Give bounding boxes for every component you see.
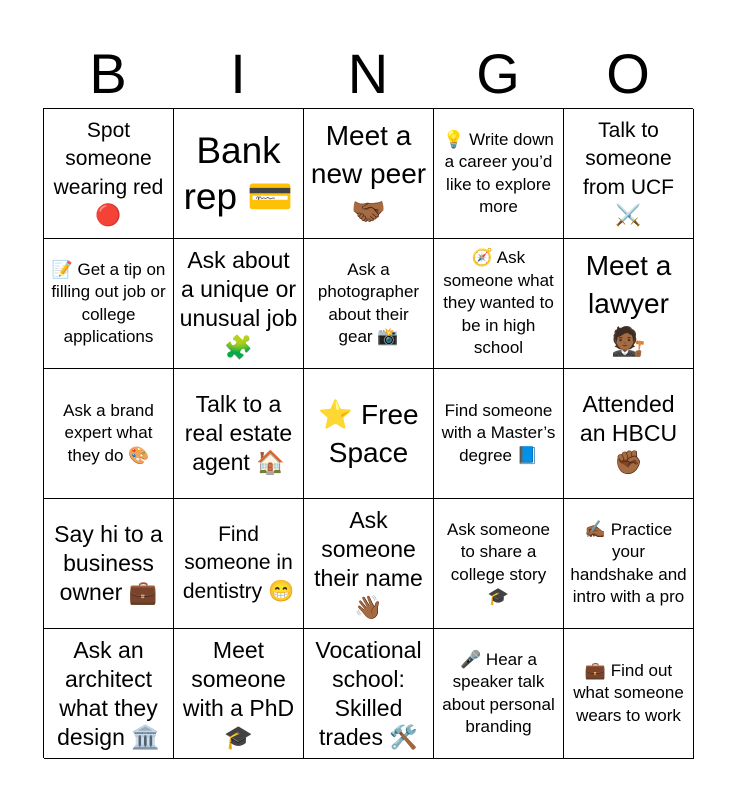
bingo-cell-r5-c1[interactable] <box>44 629 174 759</box>
bingo-cell-r1-c5[interactable] <box>564 109 694 239</box>
bingo-cell-text: Vocational school: Skilled trades 🛠️ <box>315 636 422 750</box>
bingo-cell-text: Spot someone wearing red 🔴 <box>53 118 164 227</box>
bingo-cell-text: Bank rep 💳 <box>183 129 294 217</box>
bingo-cell-r3-c2[interactable] <box>174 369 304 499</box>
bingo-cell-text: ⭐ Free Space <box>318 398 419 468</box>
bingo-cell-r1-c1[interactable] <box>44 109 174 239</box>
header-letter-o: O <box>606 42 650 105</box>
bingo-cell-text: Meet a lawyer 🧑🏾‍⚖️ <box>585 249 672 357</box>
bingo-cell-text: Meet a new peer 🤝🏾 <box>310 119 427 227</box>
bingo-cell-text: Meet someone with a PhD 🎓 <box>182 636 295 750</box>
bingo-cell-r3-c3[interactable] <box>304 369 434 499</box>
header-letter-i: I <box>230 42 246 105</box>
bingo-cell-r1-c4[interactable] <box>434 109 564 239</box>
bingo-cell-text: ✍🏾 Practice your handshake and intro with a pro <box>570 519 687 606</box>
bingo-header <box>43 40 693 108</box>
bingo-cell-text: Ask about a unique or unusual job 🧩 <box>179 246 298 360</box>
bingo-cell-r2-c3[interactable] <box>304 239 434 369</box>
bingo-cell-text: Talk to someone from UCF ⚔️ <box>583 118 674 227</box>
bingo-cell-text: Say hi to a business owner 💼 <box>54 521 163 605</box>
bingo-cell-r3-c1[interactable] <box>44 369 174 499</box>
bingo-cell-r2-c2[interactable] <box>174 239 304 369</box>
bingo-cell-r4-c5[interactable] <box>564 499 694 629</box>
bingo-cell-r2-c5[interactable] <box>564 239 694 369</box>
bingo-cell-r5-c2[interactable] <box>174 629 304 759</box>
bingo-cell-r5-c4[interactable] <box>434 629 564 759</box>
bingo-cell-r3-c4[interactable] <box>434 369 564 499</box>
bingo-cell-text: Find someone in dentistry 😁 <box>182 522 295 603</box>
bingo-cell-text: Ask someone their name 👋🏾 <box>314 506 423 620</box>
bingo-cell-text: Ask someone to share a college story 🎓 <box>447 519 550 606</box>
bingo-cell-text: Find someone with a Master’s degree 📘 <box>441 400 556 465</box>
bingo-cell-r3-c5[interactable] <box>564 369 694 499</box>
bingo-cell-text: 📝 Get a tip on filling out job or college applications <box>51 259 166 346</box>
bingo-cell-r2-c4[interactable] <box>434 239 564 369</box>
bingo-cell-r4-c1[interactable] <box>44 499 174 629</box>
bingo-grid <box>43 108 693 758</box>
bingo-cell-r4-c3[interactable] <box>304 499 434 629</box>
bingo-cell-text: Attended an HBCU ✊🏾 <box>579 391 678 475</box>
bingo-cell-r5-c5[interactable] <box>564 629 694 759</box>
bingo-cell-text: Ask a brand expert what they do 🎨 <box>63 400 154 465</box>
bingo-cell-text: 💡 Write down a career you’d like to explore more <box>443 129 554 216</box>
bingo-cell-r2-c1[interactable] <box>44 239 174 369</box>
bingo-cell-r1-c2[interactable] <box>174 109 304 239</box>
header-letter-n: N <box>347 42 389 105</box>
bingo-cell-r5-c3[interactable] <box>304 629 434 759</box>
bingo-cell-text: Ask an architect what they design 🏛️ <box>57 636 160 750</box>
header-letter-b: B <box>89 42 127 105</box>
bingo-cell-text: 🧭 Ask someone what they wanted to be in high school <box>443 248 554 358</box>
bingo-cell-text: 🎤 Hear a speaker talk about personal branding <box>442 649 555 736</box>
bingo-cell-r4-c4[interactable] <box>434 499 564 629</box>
bingo-cell-text: 💼 Find out what someone wears to work <box>573 660 684 725</box>
header-letter-g: G <box>476 42 520 105</box>
bingo-cell-r4-c2[interactable] <box>174 499 304 629</box>
bingo-cell-text: Talk to a real estate agent 🏠 <box>184 391 293 475</box>
bingo-cell-r1-c3[interactable] <box>304 109 434 239</box>
bingo-cell-text: Ask a photographer about their gear 📸 <box>317 259 420 346</box>
